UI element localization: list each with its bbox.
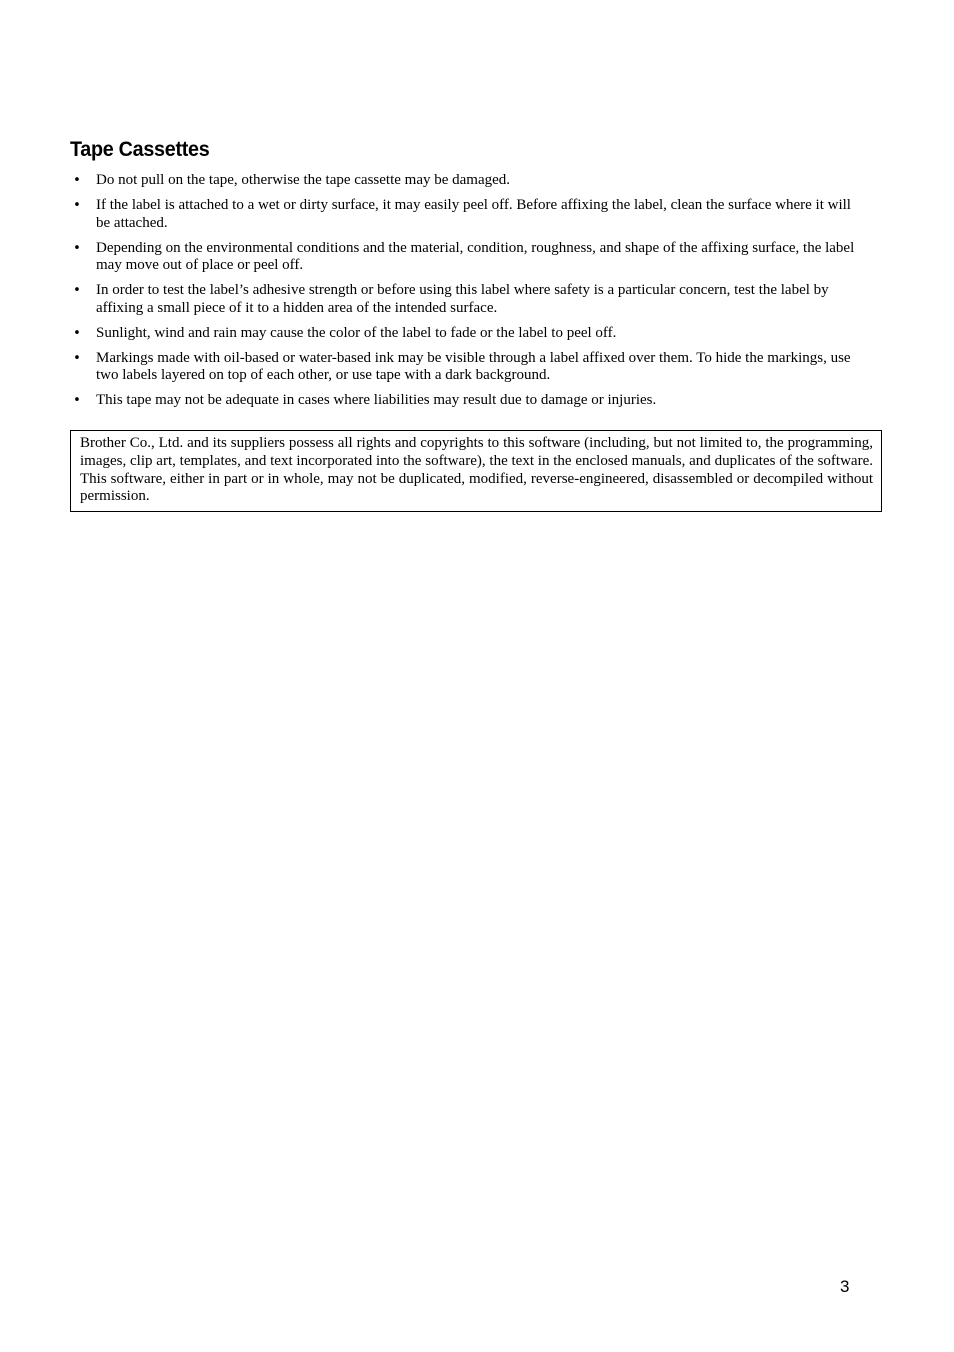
list-item-text: Markings made with oil-based or water-based ink may be visible through a label affixed over them. To hide the markings, use two labels layered on top of each other, or use tape with a dark background. — [96, 349, 851, 383]
bullet-icon: • — [73, 240, 81, 256]
list-item-text: Sunlight, wind and rain may cause the color of the label to fade or the label to peel off. — [96, 324, 617, 341]
copyright-notice-box — [70, 430, 882, 512]
bullet-icon: • — [73, 325, 81, 341]
list-item-text: Depending on the environmental conditions and the material, condition, roughness, and shape of the affixing surface, the label may move out of place or peel off. — [96, 239, 855, 273]
bullet-icon: • — [73, 393, 81, 408]
list-item — [70, 392, 860, 410]
bullet-icon: • — [73, 283, 81, 298]
list-item — [70, 172, 860, 190]
copyright-notice-text: Brother Co., Ltd. and its suppliers possess all rights and copyrights to this software (including, but not limited to, the programming, images, clip art, templates, and text incorporated into the software), the text in the enclosed manuals, and duplicates of the software. This software, either in part or in whole, may not be duplicated, modified, reverse-engineered, disassembled or decompiled without permission. — [80, 435, 873, 505]
section-title: Tape Cassettes — [70, 138, 210, 161]
list-item-text: In order to test the label’s adhesive strength or before using this label where safety is a particular concern, test the label by affixing a small piece of it to a hidden area of the intended surface. — [96, 282, 829, 316]
page-number: 3 — [840, 1277, 850, 1296]
list-item — [70, 325, 860, 343]
list-item — [70, 282, 860, 317]
list-item — [70, 240, 860, 275]
list-item — [70, 350, 860, 385]
bullet-icon: • — [73, 350, 81, 366]
tape-cassette-notes — [70, 172, 860, 417]
list-item — [70, 197, 860, 232]
bullet-icon: • — [73, 173, 81, 188]
bullet-icon: • — [73, 198, 81, 213]
list-item-text: Do not pull on the tape, otherwise the tape cassette may be damaged. — [96, 172, 511, 188]
list-item-text: This tape may not be adequate in cases where liabilities may result due to damage or injuries. — [96, 392, 657, 408]
list-item-text: If the label is attached to a wet or dirty surface, it may easily peel off. Before affixing the label, clean the surface where it will be attached. — [96, 197, 851, 231]
